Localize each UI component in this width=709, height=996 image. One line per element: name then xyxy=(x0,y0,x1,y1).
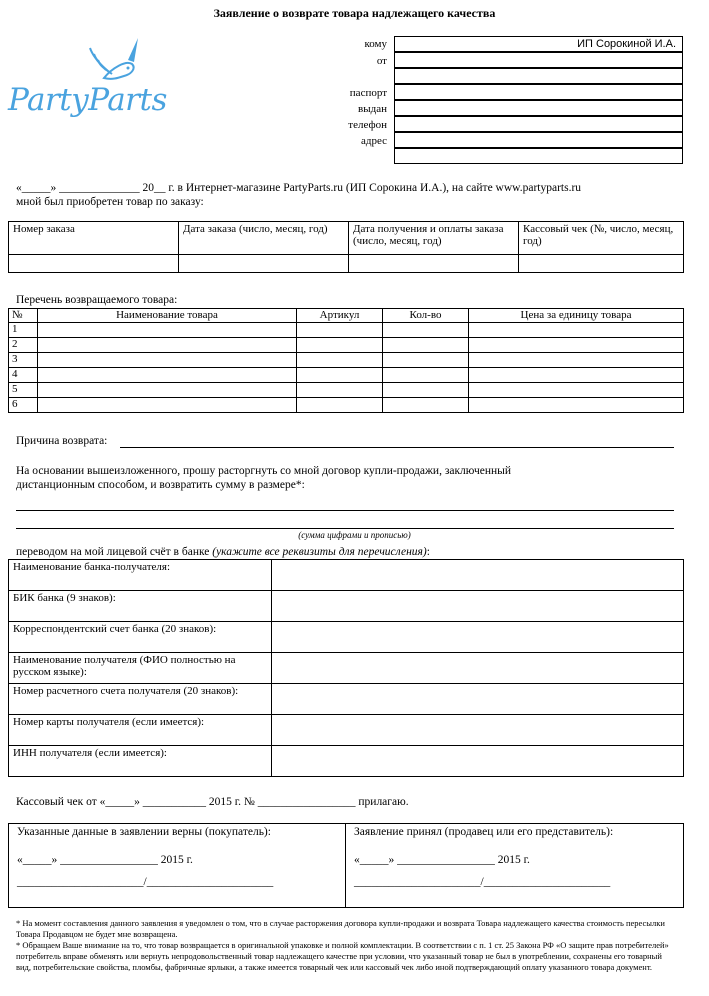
item-number: 6 xyxy=(9,398,38,413)
reason-label: Причина возврата: xyxy=(16,435,108,447)
table-row xyxy=(9,323,684,338)
field-label-phone: телефон xyxy=(348,119,387,131)
item-name-cell[interactable] xyxy=(38,398,297,413)
item-qty-cell[interactable] xyxy=(383,383,469,398)
transfer-note: (укажите все реквизиты для перечисления) xyxy=(212,546,427,558)
intro-paragraph xyxy=(16,181,696,209)
field-from[interactable] xyxy=(394,52,683,68)
sum-note: (сумма цифрами и прописью) xyxy=(298,530,411,540)
field-phone[interactable] xyxy=(394,116,683,132)
item-qty-cell[interactable] xyxy=(383,368,469,383)
items-caption: Перечень возвращаемого товара: xyxy=(16,294,178,306)
inn-cell[interactable] xyxy=(272,746,684,777)
buyer-signature-cell xyxy=(9,824,346,907)
bank-row-label: Наименование банка-получателя: xyxy=(9,560,272,591)
document-title: Заявление о возврате товара надлежащего качества xyxy=(213,6,496,20)
field-passport[interactable] xyxy=(394,84,683,100)
item-article-cell[interactable] xyxy=(297,323,383,338)
item-article-cell[interactable] xyxy=(297,368,383,383)
corr-account-cell[interactable] xyxy=(272,622,684,653)
item-qty-cell[interactable] xyxy=(383,398,469,413)
item-number: 3 xyxy=(9,353,38,368)
card-number-cell[interactable] xyxy=(272,715,684,746)
basis-line-1: На основании вышеизложенного, прошу расторгнуть со мной договор купли-продажи, заключенный xyxy=(16,465,512,477)
items-table xyxy=(8,308,684,413)
order-table-header-date: Дата заказа (число, месяц, год) xyxy=(179,222,349,255)
order-table-header-received: Дата получения и оплаты заказа (число, месяц, год) xyxy=(349,222,519,255)
buyer-signature-line[interactable]: ______________________/______________________ xyxy=(17,876,274,888)
order-table xyxy=(8,221,684,273)
table-row xyxy=(9,353,684,368)
order-received-cell[interactable] xyxy=(349,255,519,273)
unicorn-icon xyxy=(8,30,193,90)
bik-cell[interactable] xyxy=(272,591,684,622)
field-from-extra[interactable] xyxy=(394,68,683,84)
field-label-from: от xyxy=(376,55,387,67)
buyer-signature-title: Указанные данные в заявлении верны (покупатель): xyxy=(17,826,271,838)
transfer-text xyxy=(16,545,430,559)
field-label-to: кому xyxy=(364,38,387,50)
item-price-cell[interactable] xyxy=(469,383,684,398)
table-row xyxy=(9,338,684,353)
logo-text: PartyParts xyxy=(8,82,167,118)
field-label-passport: паспорт xyxy=(349,87,387,99)
item-number: 4 xyxy=(9,368,38,383)
transfer-label: переводом на мой лицевой счёт в банке xyxy=(16,546,213,558)
item-qty-cell[interactable] xyxy=(383,338,469,353)
bank-details-table xyxy=(8,559,684,777)
item-number: 1 xyxy=(9,323,38,338)
item-article-cell[interactable] xyxy=(297,383,383,398)
items-header-number: № xyxy=(9,309,38,323)
footnote-1: * На момент составления данного заявления я уведомлен о том, что в случае расторжения договора купли-продажи и возврата Товара надлежащего качества стоимость пересылки Товара Продавцом не будет мне возвращена. xyxy=(16,918,665,939)
table-row xyxy=(9,653,684,684)
item-name-cell[interactable] xyxy=(38,338,297,353)
item-qty-cell[interactable] xyxy=(383,353,469,368)
seller-signature-cell xyxy=(346,824,683,907)
item-price-cell[interactable] xyxy=(469,338,684,353)
intro-line-2: мной был приобретен товар по заказу: xyxy=(16,196,204,208)
item-article-cell[interactable] xyxy=(297,338,383,353)
bank-row-label: Номер расчетного счета получателя (20 знаков): xyxy=(9,684,272,715)
buyer-signature-date[interactable]: «_____» _________________ 2015 г. xyxy=(17,854,193,866)
field-to[interactable]: ИП Сорокиной И.А. xyxy=(394,36,683,52)
order-date-cell[interactable] xyxy=(179,255,349,273)
item-price-cell[interactable] xyxy=(469,323,684,338)
item-name-cell[interactable] xyxy=(38,323,297,338)
bank-name-cell[interactable] xyxy=(272,560,684,591)
seller-signature-date[interactable]: «_____» _________________ 2015 г. xyxy=(354,854,530,866)
reason-line[interactable] xyxy=(120,447,674,448)
signature-block xyxy=(8,823,684,908)
table-row xyxy=(9,746,684,777)
transfer-colon: : xyxy=(426,546,430,558)
field-address-extra[interactable] xyxy=(394,148,683,164)
table-row xyxy=(9,560,684,591)
table-row xyxy=(9,368,684,383)
basis-line-2: дистанционным способом, и возвратить сумму в размере*: xyxy=(16,479,305,491)
table-row xyxy=(9,622,684,653)
sum-line-2[interactable] xyxy=(16,528,674,529)
table-row xyxy=(9,715,684,746)
recipient-name-cell[interactable] xyxy=(272,653,684,684)
table-row xyxy=(9,398,684,413)
partyparts-logo xyxy=(8,30,193,130)
items-header-price: Цена за единицу товара xyxy=(469,309,684,323)
table-row xyxy=(9,591,684,622)
item-name-cell[interactable] xyxy=(38,383,297,398)
items-header-qty: Кол-во xyxy=(383,309,469,323)
order-table-header-receipt: Кассовый чек (№, число, месяц, год) xyxy=(519,222,684,255)
seller-signature-title: Заявление принял (продавец или его представитель): xyxy=(354,826,614,838)
basis-paragraph xyxy=(16,464,686,492)
footnotes xyxy=(16,918,676,973)
intro-line-1: «_____» ______________ 20__ г. в Интернет-магазине PartyParts.ru (ИП Сорокина И.А.), на сайте www.partyparts.ru xyxy=(16,182,582,194)
items-header-name: Наименование товара xyxy=(38,309,297,323)
items-header-article: Артикул xyxy=(297,309,383,323)
field-issued[interactable] xyxy=(394,100,683,116)
item-price-cell[interactable] xyxy=(469,398,684,413)
bank-row-label: Номер карты получателя (если имеется): xyxy=(9,715,272,746)
item-number: 2 xyxy=(9,338,38,353)
seller-signature-line[interactable]: ______________________/______________________ xyxy=(354,876,611,888)
item-price-cell[interactable] xyxy=(469,353,684,368)
bank-row-label: Наименование получателя (ФИО полностью на русском языке): xyxy=(9,653,272,684)
order-number-cell[interactable] xyxy=(9,255,179,273)
bank-row-label: БИК банка (9 знаков): xyxy=(9,591,272,622)
bank-row-label: Корреспондентский счет банка (20 знаков): xyxy=(9,622,272,653)
account-number-cell[interactable] xyxy=(272,684,684,715)
item-article-cell[interactable] xyxy=(297,353,383,368)
order-receipt-cell[interactable] xyxy=(519,255,684,273)
field-label-address: адрес xyxy=(360,135,387,147)
table-row xyxy=(9,684,684,715)
field-label-issued: выдан xyxy=(358,103,387,115)
item-name-cell[interactable] xyxy=(38,353,297,368)
item-name-cell[interactable] xyxy=(38,368,297,383)
receipt-line: Кассовый чек от «_____» ___________ 2015 г. № _________________ прилагаю. xyxy=(16,796,409,808)
item-price-cell[interactable] xyxy=(469,368,684,383)
table-row xyxy=(9,383,684,398)
footnote-2: * Обращаем Ваше внимание на то, что товар возвращается в оригинальной упаковке и полной комплектации. В соответствии с п. 1 ст. 25 Закона РФ «О защите прав потребителей» потребитель вправе обменять или вернуть непродовольственный товар надлежащего качестве при условии, что указанный товар не был в употреблении, сохранены его товарный вид, потребительские свойства, пломбы, фабричные ярлыки, а также имеется товарный чек или кассовый чек либо иной подтверждающий оплату указанного товара документ. xyxy=(16,940,669,972)
item-qty-cell[interactable] xyxy=(383,323,469,338)
order-table-header-number: Номер заказа xyxy=(9,222,179,255)
item-number: 5 xyxy=(9,383,38,398)
field-address[interactable] xyxy=(394,132,683,148)
item-article-cell[interactable] xyxy=(297,398,383,413)
sum-line-1[interactable] xyxy=(16,510,674,511)
bank-row-label: ИНН получателя (если имеется): xyxy=(9,746,272,777)
